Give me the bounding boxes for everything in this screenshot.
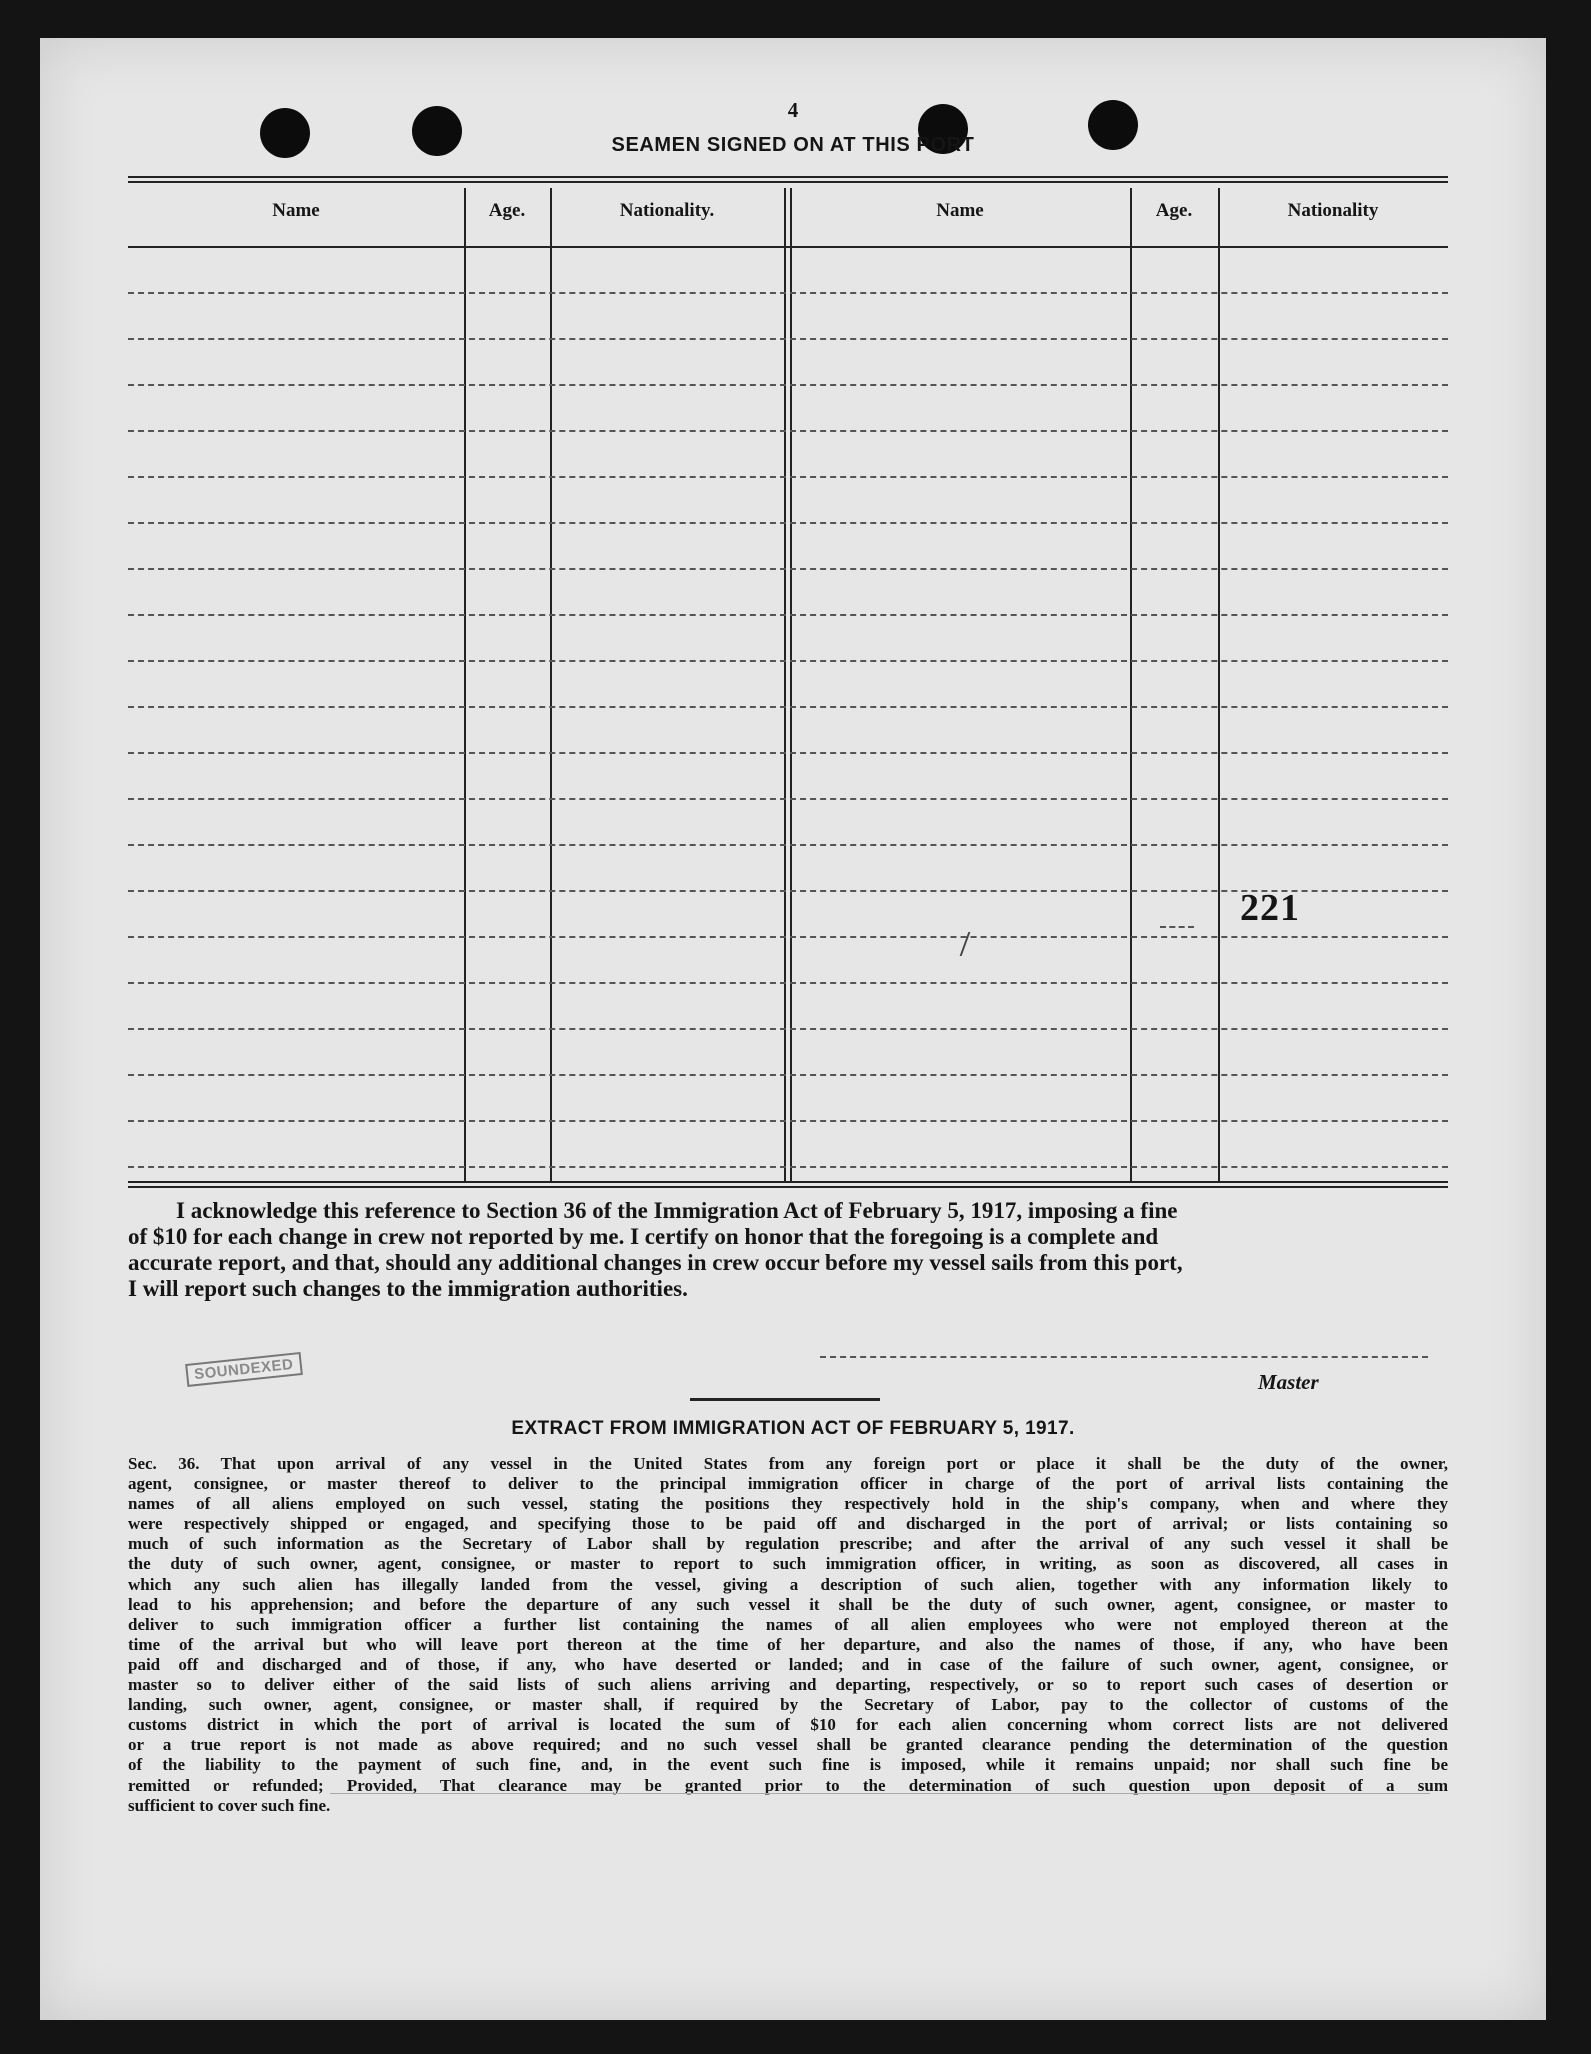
section-36-line: much of such information as the Secretary of Labor shall by regulation prescribe; and after the arrival of any such vessel it shall be (128, 1534, 1448, 1554)
acknowledgement-line: of $10 for each change in crew not reported by me. I certify on honor that the foregoing is a complete and (128, 1224, 1159, 1249)
soundexed-stamp: SOUNDEXED (185, 1352, 302, 1387)
column-header-nationality-left: Nationality. (619, 200, 715, 221)
column-divider (464, 188, 466, 1181)
table-row (128, 614, 1448, 616)
table-row (128, 706, 1448, 708)
section-36-line: names of all aliens employed on such vessel, stating the positions they respectively hold in the ship's company, when and where they (128, 1494, 1448, 1514)
section-36-line: agent, consignee, or master thereof to deliver to the principal immigration officer in charge of the port of arrival lists containing the (128, 1474, 1448, 1494)
section-36-line: or a true report is not made as above required; and no such vessel shall be granted clearance pending the determination of the question (128, 1735, 1448, 1755)
table-row (128, 982, 1448, 984)
column-divider (550, 188, 552, 1181)
section-36-line: landing, such owner, agent, consignee, or master shall, if required by the Secretary of Labor, pay to the collector of customs of the (128, 1695, 1448, 1715)
page-title: SEAMEN SIGNED ON AT THIS PORT (611, 134, 975, 156)
section-36-line: lead to his apprehension; and before the departure of any such vessel it shall be the duty of such owner, agent, consignee, or master to (128, 1594, 1448, 1614)
table-row (128, 430, 1448, 432)
section-36-line: were respectively shipped or engaged, and specifying those to be paid off and discharged in the port of arrival; or lists containing so (128, 1514, 1448, 1534)
column-divider-center (784, 188, 792, 1181)
extract-title: EXTRACT FROM IMMIGRATION ACT OF FEBRUARY 5, 1917. (511, 1418, 1075, 1439)
section-36-line: remitted or refunded; Provided, That clearance may be granted prior to the determination of such question upon deposit of a sum (128, 1775, 1448, 1795)
column-header-name-right: Name (936, 200, 984, 221)
section-36-line: time of the arrival but who will leave port thereon at the time of her departure, and also the names of those, if any, who have been (128, 1634, 1448, 1654)
table-top-rule (128, 176, 1448, 183)
table-row (128, 844, 1448, 846)
table-row (128, 522, 1448, 524)
table-row (128, 660, 1448, 662)
section-36-line: the duty of such owner, agent, consignee, or master to report to such immigration officer, in writing, as soon as discovered, all cases in (128, 1554, 1448, 1574)
column-header-nationality-right: Nationality (1287, 200, 1379, 221)
bottom-rule (330, 1793, 1430, 1794)
acknowledgement-paragraph (128, 1198, 1448, 1302)
table-row (128, 752, 1448, 754)
section-36-line: master so to deliver either of the said lists of such aliens arriving and departing, respectively, or so to report such cases of desertion or (128, 1675, 1448, 1695)
column-header-age-right: Age. (1155, 200, 1193, 221)
section-36-text (128, 1454, 1448, 1816)
section-36-line: of the liability to the payment of such fine, and, in the event such fine is imposed, while it remains unpaid; nor shall such fine be (128, 1755, 1448, 1775)
acknowledgement-line: I acknowledge this reference to Section 36 of the Immigration Act of February 5, 1917, imposing a fine (176, 1198, 1178, 1223)
section-divider (690, 1398, 880, 1401)
table-row (128, 476, 1448, 478)
column-header-name-left: Name (272, 200, 320, 221)
table-row (128, 338, 1448, 340)
stamp-number: 221 (1240, 887, 1300, 929)
signature-label: Master (1258, 1370, 1319, 1394)
section-36-line: sufficient to cover such fine. (128, 1795, 331, 1815)
section-36-line: deliver to such immigration officer a further list containing the names of all alien employees who were not employed thereon at the (128, 1614, 1448, 1634)
column-divider (1218, 188, 1220, 1181)
table-row (128, 1074, 1448, 1076)
column-header-age-left: Age. (488, 200, 526, 221)
table-row (128, 798, 1448, 800)
section-36-line: customs district in which the port of arrival is located the sum of $10 for each alien concerning whom correct lists are not delivered (128, 1715, 1448, 1735)
table-bottom-rule (128, 1181, 1448, 1188)
table-row (128, 568, 1448, 570)
table-row (128, 1120, 1448, 1122)
document-page (40, 38, 1546, 2020)
stamp-dash (1160, 926, 1194, 928)
column-divider (1130, 188, 1132, 1181)
table-row (128, 936, 1448, 938)
table-row (128, 384, 1448, 386)
acknowledgement-line: I will report such changes to the immigration authorities. (128, 1276, 688, 1301)
section-36-line: which any such alien has illegally landed from the vessel, giving a description of such alien, together with any information likely to (128, 1574, 1448, 1594)
signature-line (820, 1356, 1428, 1358)
page-number: 4 (787, 98, 799, 122)
section-36-line: Sec. 36. That upon arrival of any vessel in the United States from any foreign port or place it shall be the duty of the owner, (128, 1454, 1448, 1473)
acknowledgement-line: accurate report, and that, should any additional changes in crew occur before my vessel sails from this port, (128, 1250, 1183, 1275)
section-36-line: paid off and discharged and of those, if any, who have deserted or landed; and in case of the failure of such owner, agent, consignee, or (128, 1654, 1448, 1674)
table-row (128, 1166, 1448, 1168)
table-row (128, 1028, 1448, 1030)
table-row (128, 292, 1448, 294)
